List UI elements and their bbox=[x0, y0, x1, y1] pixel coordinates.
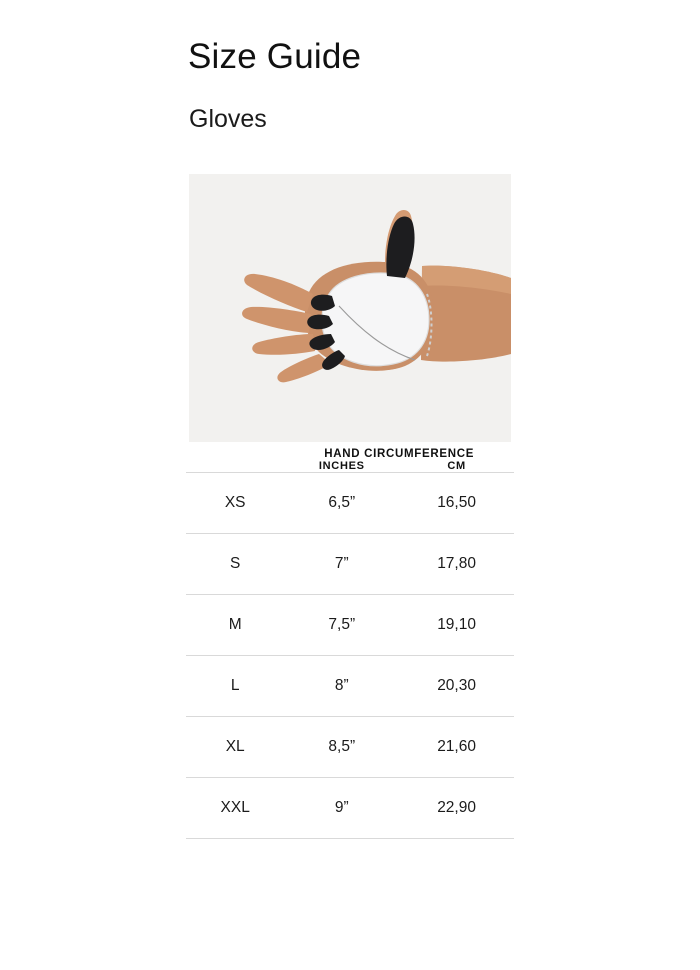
cell-cm: 20,30 bbox=[399, 656, 514, 717]
cell-inches: 9” bbox=[284, 778, 399, 839]
size-table-container bbox=[186, 448, 514, 839]
cell-size: XXL bbox=[186, 778, 284, 839]
cell-cm: 16,50 bbox=[399, 473, 514, 534]
cell-inches: 6,5” bbox=[284, 473, 399, 534]
cell-size: XL bbox=[186, 717, 284, 778]
column-header-row bbox=[186, 460, 514, 473]
cell-size: M bbox=[186, 595, 284, 656]
cell-size: XS bbox=[186, 473, 284, 534]
table-row bbox=[186, 473, 514, 534]
column-header-inches: INCHES bbox=[318, 460, 365, 472]
cell-inches: 8,5” bbox=[284, 717, 399, 778]
cell-cm: 17,80 bbox=[399, 534, 514, 595]
cell-size: L bbox=[186, 656, 284, 717]
gloved-hand-photo bbox=[189, 174, 511, 442]
table-row bbox=[186, 717, 514, 778]
hand-circumference-header: HAND CIRCUMFERENCE bbox=[324, 448, 475, 460]
table-row bbox=[186, 534, 514, 595]
cell-inches: 7” bbox=[284, 534, 399, 595]
cell-cm: 22,90 bbox=[399, 778, 514, 839]
column-header-cm: CM bbox=[447, 460, 466, 472]
empty-corner-cell bbox=[186, 448, 284, 460]
page-subtitle: Gloves bbox=[189, 105, 267, 133]
size-table bbox=[186, 448, 514, 839]
group-header-row bbox=[186, 448, 514, 460]
cell-cm: 21,60 bbox=[399, 717, 514, 778]
table-body bbox=[186, 473, 514, 839]
hand-illustration-icon bbox=[189, 174, 511, 442]
page-title: Size Guide bbox=[188, 37, 362, 76]
table-row bbox=[186, 595, 514, 656]
cell-inches: 7,5” bbox=[284, 595, 399, 656]
cell-size: S bbox=[186, 534, 284, 595]
table-row bbox=[186, 778, 514, 839]
table-row bbox=[186, 656, 514, 717]
cell-cm: 19,10 bbox=[399, 595, 514, 656]
table-head bbox=[186, 448, 514, 473]
cell-inches: 8” bbox=[284, 656, 399, 717]
column-header-size bbox=[186, 460, 284, 473]
